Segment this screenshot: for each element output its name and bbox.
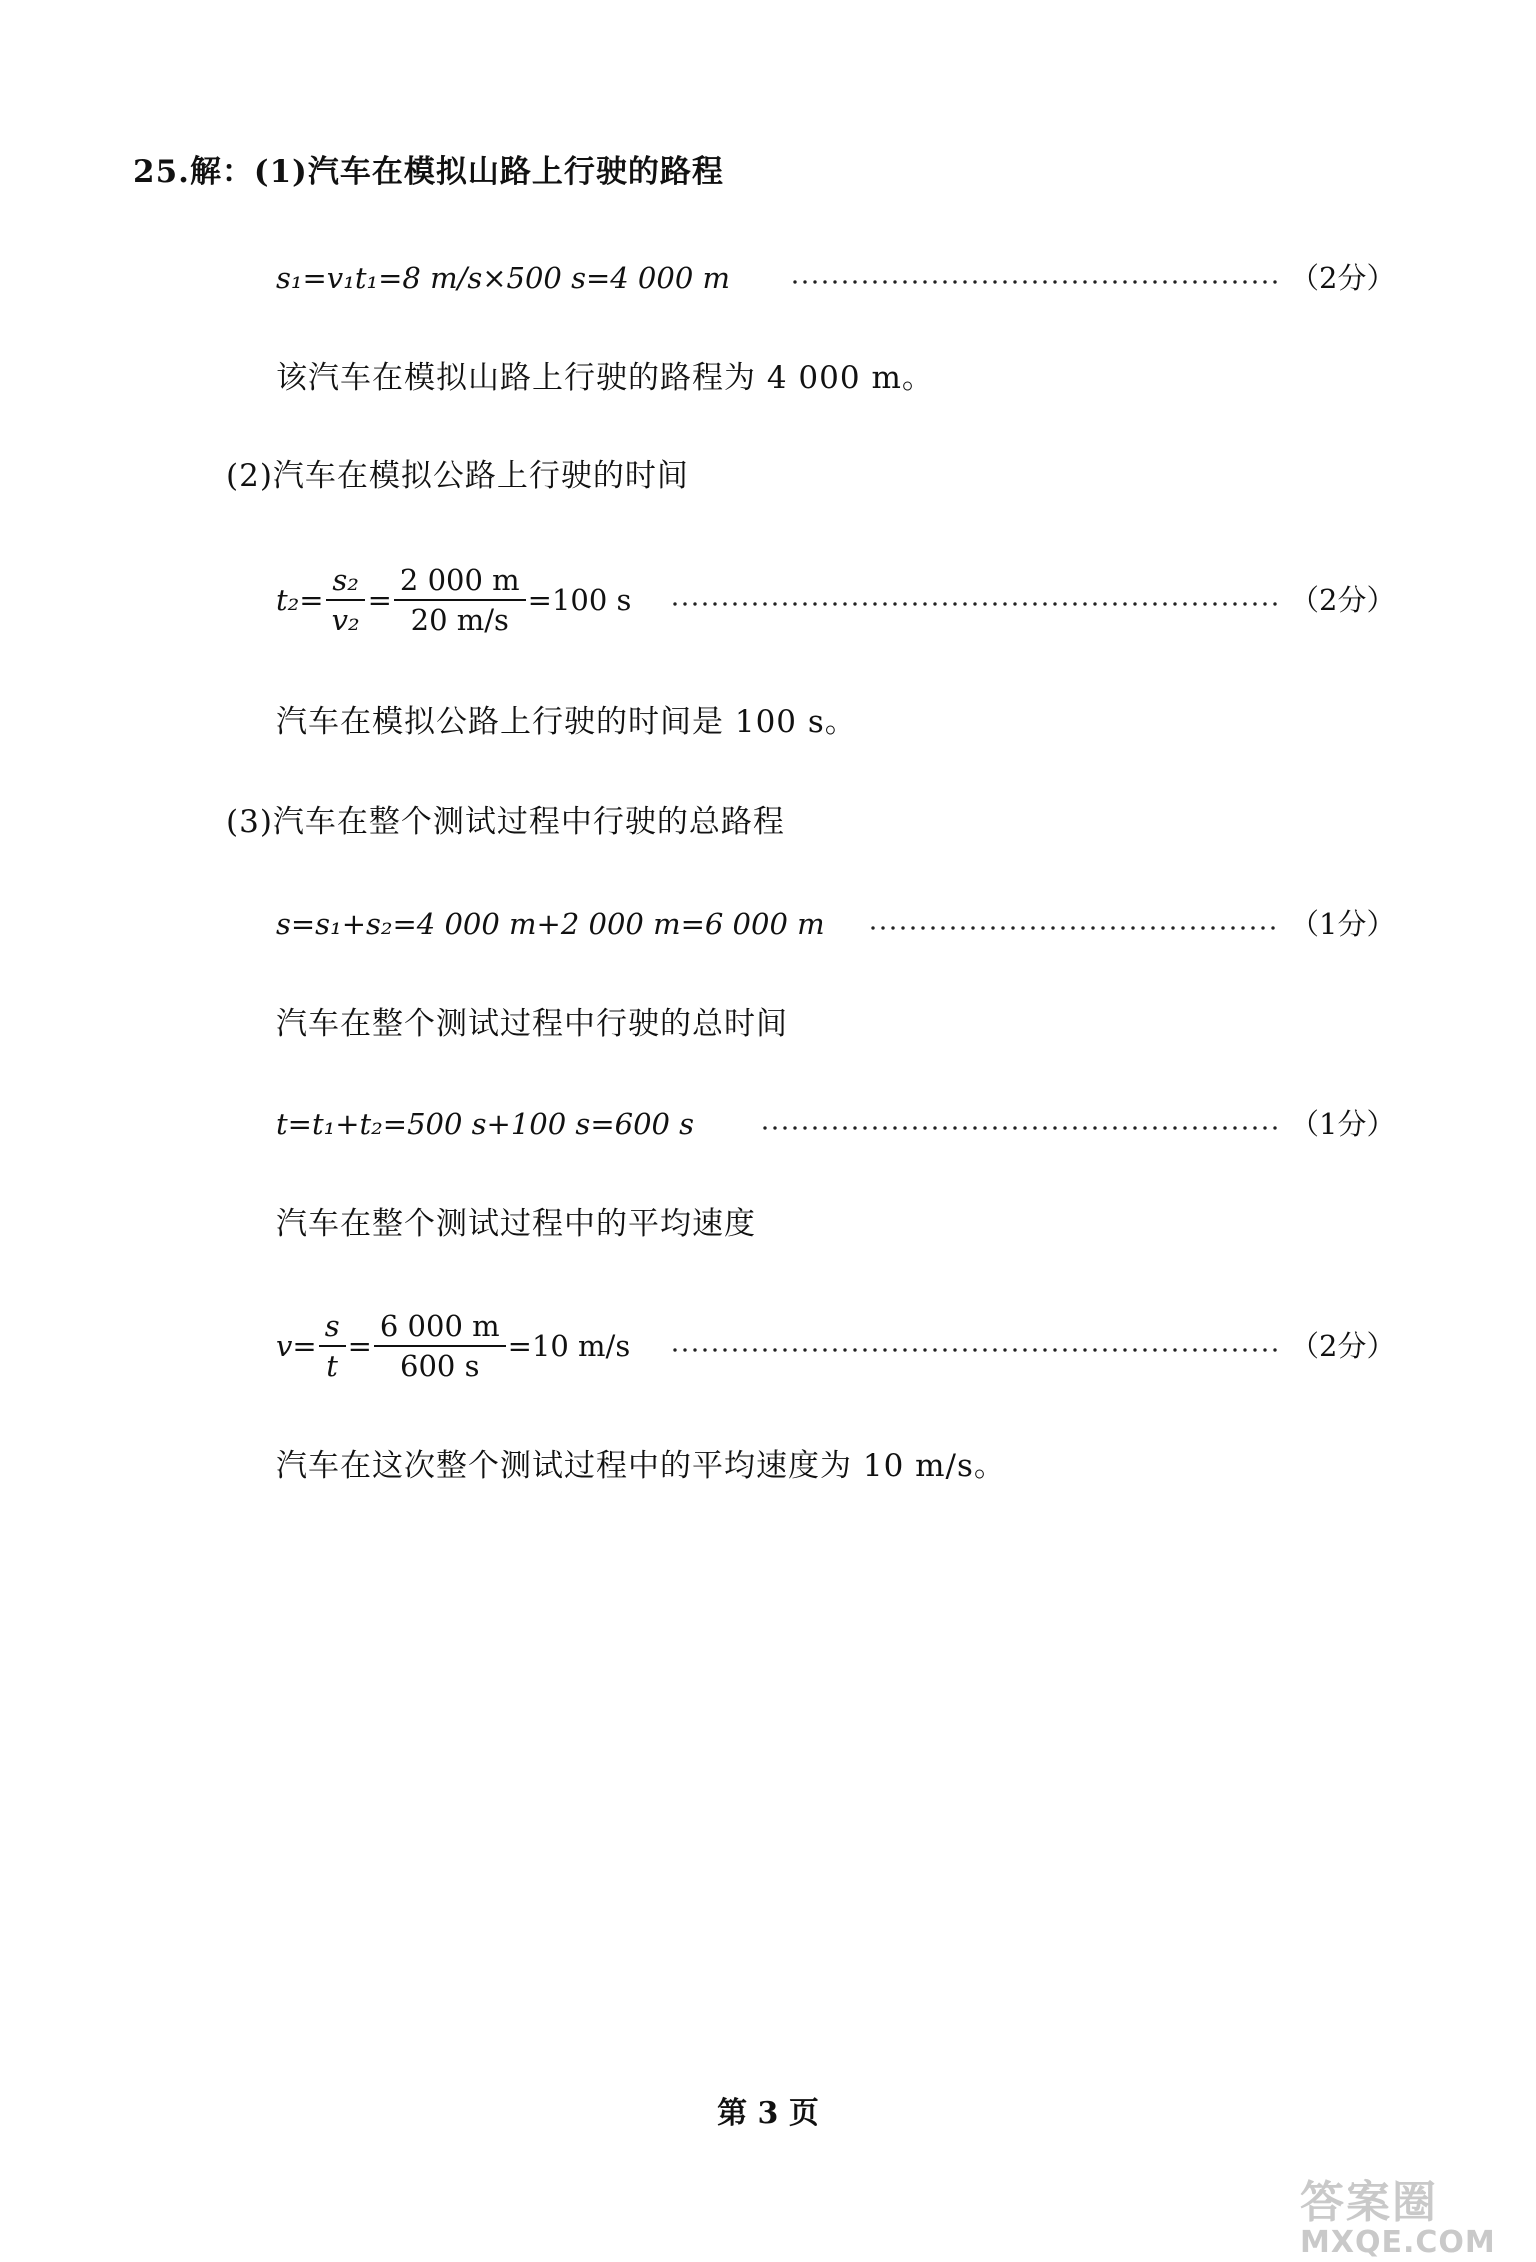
part3-time-line: 汽车在整个测试过程中行驶的总时间	[276, 1006, 788, 1042]
watermark-text: 答案圈	[1300, 2177, 1438, 2228]
part3-equation-time	[276, 1084, 694, 1164]
leader-dots	[790, 258, 1280, 298]
equals-sign: =	[347, 1329, 372, 1363]
watermark-logo	[1300, 2177, 1496, 2260]
part3-eq3-lhs: v=	[276, 1329, 317, 1363]
part3-score-speed: （2分）	[1290, 1329, 1396, 1363]
part2-eq-lhs: t₂=	[276, 583, 324, 617]
part2-conclusion: 汽车在模拟公路上行驶的时间是 100 s。	[276, 704, 857, 740]
question-number: 25.	[133, 154, 190, 190]
leader-dots	[868, 904, 1280, 944]
part3-eq2-text: t=t₁+t₂=500 s+100 s=600 s	[276, 1107, 695, 1141]
part1-conclusion: 该汽车在模拟山路上行驶的路程为 4 000 m。	[276, 360, 934, 396]
part1-equation-text: s₁=v₁t₁=8 m/s×500 s=4 000 m	[276, 261, 731, 295]
page-number: 第 3 页	[717, 2096, 819, 2131]
fraction	[374, 1309, 506, 1383]
part3-conclusion: 汽车在这次整个测试过程中的平均速度为 10 m/s。	[276, 1448, 1006, 1484]
question-intro: 解：(1)汽车在模拟山路上行驶的路程	[189, 154, 724, 190]
fraction-numerator: s	[319, 1309, 346, 1347]
part1-score: （2分）	[1290, 261, 1396, 295]
part3-score-distance: （1分）	[1290, 907, 1396, 941]
part2-eq-result: =100 s	[527, 583, 632, 617]
leader-dots	[670, 1326, 1280, 1366]
equals-sign: =	[367, 583, 392, 617]
part3-heading: (3)汽车在整个测试过程中行驶的总路程	[226, 804, 785, 840]
fraction-denominator: t	[326, 1349, 338, 1383]
part2-heading: (2)汽车在模拟公路上行驶的时间	[226, 458, 689, 494]
part3-equation-speed	[276, 1306, 630, 1386]
part1-equation	[276, 238, 730, 318]
part3-score-time: （1分）	[1290, 1107, 1396, 1141]
fraction	[319, 1309, 346, 1383]
fraction-numerator: 6 000 m	[374, 1309, 506, 1347]
fraction-denominator: 20 m/s	[410, 603, 509, 637]
leader-dots	[760, 1104, 1280, 1144]
fraction-numerator: 2 000 m	[394, 563, 526, 601]
leader-dots	[670, 580, 1280, 620]
fraction-denominator: v₂	[331, 603, 360, 637]
part3-eq3-result: =10 m/s	[507, 1329, 631, 1363]
fraction	[326, 563, 366, 637]
watermark-url: MXQE.COM	[1300, 2225, 1496, 2260]
part2-equation	[276, 560, 631, 640]
question-heading	[133, 152, 724, 192]
part3-eq1-text: s=s₁+s₂=4 000 m+2 000 m=6 000 m	[276, 907, 825, 941]
part3-speed-line: 汽车在整个测试过程中的平均速度	[276, 1206, 756, 1242]
part3-equation-distance	[276, 884, 825, 964]
fraction-denominator: 600 s	[400, 1349, 480, 1383]
part2-score: （2分）	[1290, 583, 1396, 617]
fraction	[394, 563, 526, 637]
fraction-numerator: s₂	[326, 563, 365, 601]
